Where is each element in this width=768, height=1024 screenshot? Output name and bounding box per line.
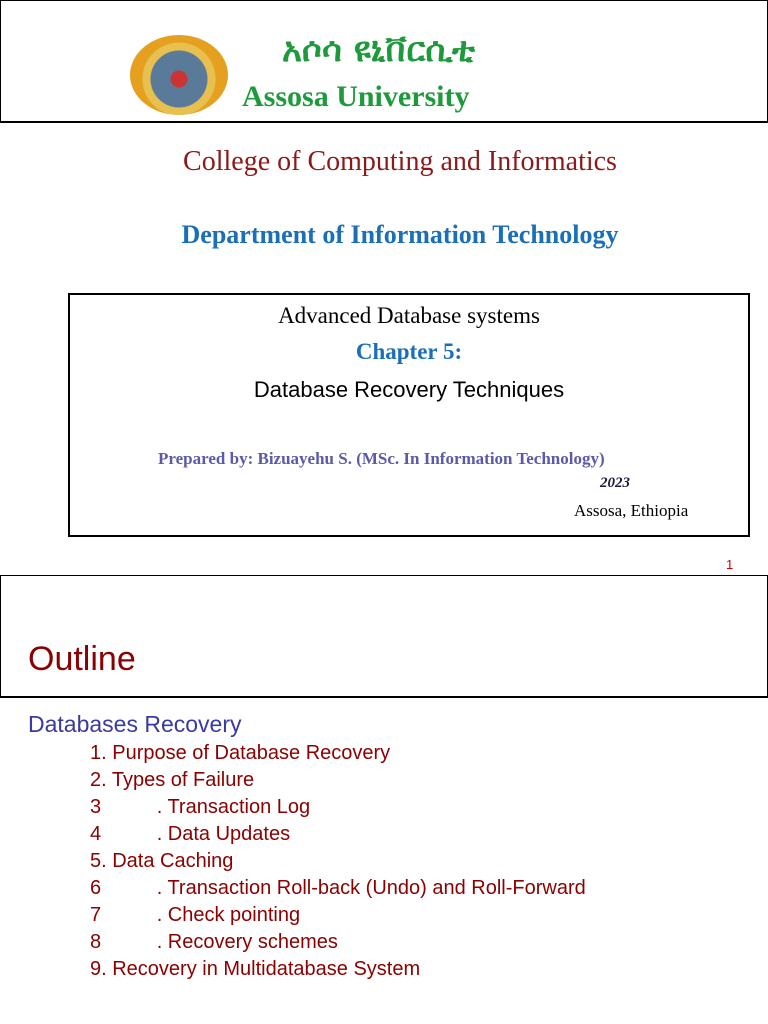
chapter-title: Database Recovery Techniques: [253, 377, 565, 402]
outline-item: 4 . Data Updates: [90, 823, 291, 845]
outline-heading: Outline: [28, 640, 136, 678]
outline-item: 7 . Check pointing: [90, 904, 301, 926]
chapter-label: Chapter 5:: [355, 339, 463, 364]
year: 2023: [600, 475, 630, 491]
section-title: Databases Recovery: [28, 711, 242, 737]
amharic-name: አሶሳ ዩኒቨርሲቲ: [282, 30, 475, 70]
location: Assosa, Ethiopia: [574, 501, 689, 520]
university-name: Assosa University: [242, 80, 470, 113]
department-name: Department of Information Technology: [181, 220, 619, 249]
university-logo: [130, 35, 228, 115]
outline-item: 8 . Recovery schemes: [90, 931, 338, 953]
prepared-by: Prepared by: Bizuayehu S. (MSc. In Information Technology): [158, 449, 605, 468]
slide2-header-frame: [0, 575, 768, 698]
page-number: 1: [726, 557, 734, 572]
title-box: [68, 293, 750, 537]
course-name: Advanced Database systems: [278, 303, 540, 328]
outline-item: 2. Types of Failure: [90, 769, 255, 791]
outline-item: 6 . Transaction Roll-back (Undo) and Roll-Forward: [90, 877, 586, 899]
outline-item: 9. Recovery in Multidatabase System: [90, 958, 421, 980]
college-name: College of Computing and Informatics: [183, 146, 617, 177]
outline-item: 3 . Transaction Log: [90, 796, 311, 818]
outline-item: 1. Purpose of Database Recovery: [90, 742, 391, 764]
outline-item: 5. Data Caching: [90, 850, 234, 872]
